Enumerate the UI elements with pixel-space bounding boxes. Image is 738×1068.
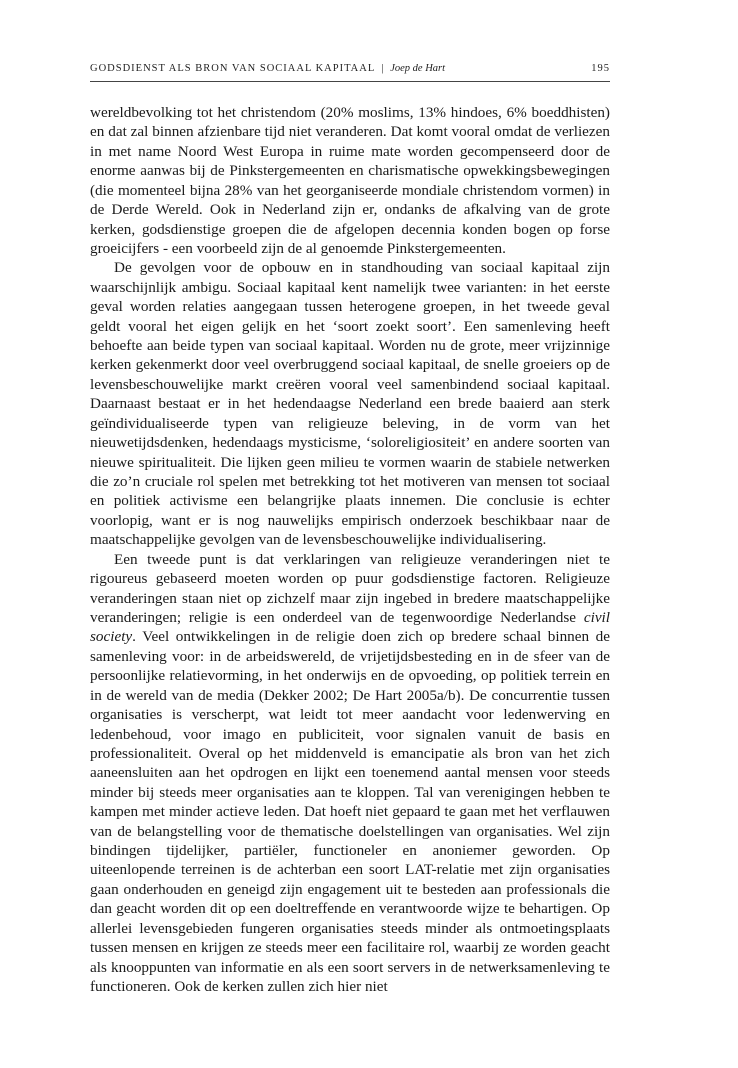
paragraph-3-part-2: . Veel ontwikkelingen in de religie doen zich op bredere schaal binnen de samenleving voor: in de arbeidswereld, de vrijetijdsbesteding en in de sfeer van de persoonlijke relatievorming, in het onderwijs en de opvoeding, op politiek terrein en in de wereld van de media (Dekker 2002; De Hart 2005a/b). De concurrentie tussen organisaties is verscherpt, wat leidt tot meer aandacht voor ledenwerving en ledenbehoud, voor imago en publiciteit, voor signalen vanuit de basis en professionaliteit. Overal op het middenveld is emancipatie als bron van het zich aaneensluiten aan het opdrogen en lijkt een toenemend aantal mensen voor steeds minder bij steeds meer organisaties aan te kloppen. Tal van verenigingen hebben te kampen met minder actieve leden. Dat hoeft niet gepaard te gaan met het verflauwen van de belangstelling voor de thematische doelstellingen van organisaties. Wel zijn bindingen tijdelijker, partiëler, functioneler en anoniemer geworden. Op uiteenlopende terreinen is de achterban een soort LAT-relatie met zijn organisaties gaan onderhouden en geneigd zijn engagement uit te besteden aan professionals die dan geacht worden dit op een doeltreffende en verantwoorde wijze te behartigen. Op allerlei levensgebieden fungeren organisaties steeds minder als ontmoetingsplaats tussen mensen en krijgen ze steeds meer een facilitaire rol, waarbij ze worden geacht als knooppunten van informatie en als een soort servers in de netwerksamenleving te functioneren. Ook de kerken zullen zich hier niet <box>90 628 610 995</box>
paragraph-2: De gevolgen voor de opbouw en in standhouding van sociaal kapitaal zijn waarschijnlijk ambigu. Sociaal kapitaal kent namelijk twee varianten: in het eerste geval worden relaties aangegaan tussen heterogene groepen, in het tweede geval geldt vooral het eigen gelijk en het ‘soort zoekt soort’. Een samenleving heeft behoefte aan beide typen van sociaal kapitaal. Worden nu de grote, meer vrijzinnige kerken gekenmerkt door veel overbruggend sociaal kapitaal, de snelle groeiers op de levensbeschouwelijke markt creëren vooral veel samenbindend sociaal kapitaal. Daarnaast bestaat er in het hedendaagse Nederland een brede baaierd aan sterk geïndividualiseerde typen van religieuze beleving, in de vorm van het nieuwetijdsdenken, hedendaags mysticisme, ‘soloreligiositeit’ en andere soorten van nieuwe spiritualiteit. Die lijken geen milieu te vormen waarin de stabiele netwerken die zo’n cruciale rol spelen met betrekking tot het motiveren van mensen tot sociaal en politiek activisme een belangrijke plaats innemen. Die conclusie is echter voorlopig, want er is nog nauwelijks empirisch onderzoek beschikbaar naar de maatschappelijke gevolgen van de levensbeschouwelijke individualisering. <box>90 259 610 549</box>
running-head-separator: | <box>381 63 384 74</box>
running-head-title: GODSDIENST ALS BRON VAN SOCIAAL KAPITAAL <box>90 63 375 74</box>
page-number: 195 <box>591 63 610 74</box>
running-head-author: Joep de Hart <box>390 63 446 74</box>
paragraph-3-italic-term: civil society <box>90 608 610 646</box>
paragraph-3-part-1: Een tweede punt is dat verklaringen van religieuze veranderingen niet te rigoureus gebaseerd moeten worden op puur godsdienstige factoren. Religieuze veranderingen staan niet op zichzelf maar zijn ingebed in bredere maatschappelijke veranderingen; religie is een onderdeel van de tegenwoordige Nederlandse <box>90 550 610 626</box>
header-rule <box>90 81 610 82</box>
running-head-left <box>90 63 445 74</box>
paragraph-1: wereldbevolking tot het christendom (20% moslims, 13% hindoes, 6% boeddhisten) en dat zal binnen afzienbare tijd niet veranderen. Dat komt vooral omdat de verliezen in met name Noord West Europa in ruime mate worden gecompenseerd door de enorme aanwas bij de Pinkstergemeenten en charismatische opwekkingsbewegingen (die momenteel bijna 28% van het georganiseerde mondiale christendom vormen) in de Derde Wereld. Ook in Nederland zijn er, ondanks de afkalving van de grote kerken, godsdienstige groepen die de afgelopen decennia konden bogen op forse groeicijfers - een voorbeeld zijn de al genoemde Pinkstergemeenten. <box>90 104 610 257</box>
running-head <box>90 63 610 74</box>
paragraph-3 <box>90 550 610 997</box>
body-text <box>90 103 610 996</box>
